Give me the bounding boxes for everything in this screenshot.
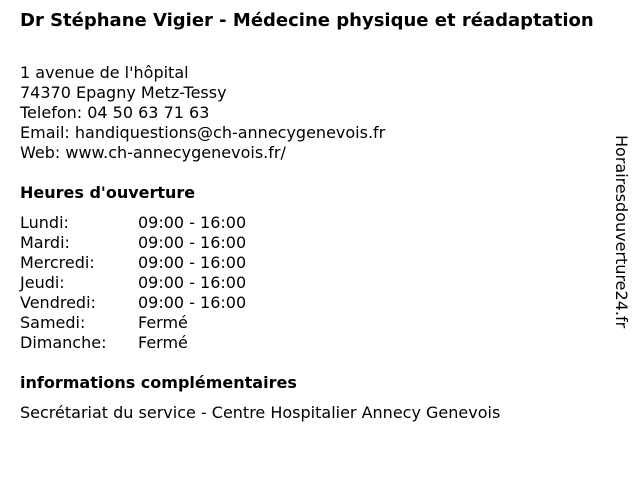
hours-value: 09:00 - 16:00: [138, 273, 247, 292]
additional-info-text: Secrétariat du service - Centre Hospitalier Annecy Genevois: [20, 403, 501, 422]
day-label: Mercredi:: [20, 253, 95, 272]
day-label: Lundi:: [20, 213, 69, 232]
additional-info-heading: informations complémentaires: [20, 373, 297, 392]
hours-value: 09:00 - 16:00: [138, 293, 247, 312]
hours-value: Fermé: [138, 333, 188, 352]
day-label: Vendredi:: [20, 293, 96, 312]
opening-hours-heading: Heures d'ouverture: [20, 183, 196, 202]
website-address: Web: www.ch-annecygenevois.fr/: [20, 143, 286, 162]
hours-value: 09:00 - 16:00: [138, 253, 247, 272]
phone-number: Telefon: 04 50 63 71 63: [20, 103, 210, 122]
hours-row-thursday: [20, 273, 246, 293]
hours-value: Fermé: [138, 313, 188, 332]
site-watermark: Horairesdouverture24.fr: [612, 135, 631, 329]
address-block: [20, 63, 385, 163]
city-postal-code: 74370 Epagny Metz-Tessy: [20, 83, 227, 102]
hours-row-monday: [20, 213, 246, 233]
hours-value: 09:00 - 16:00: [138, 213, 247, 232]
page-title: Dr Stéphane Vigier - Médecine physique et réadaptation: [20, 10, 594, 31]
hours-row-wednesday: [20, 253, 246, 273]
hours-row-sunday: [20, 333, 246, 353]
day-label: Mardi:: [20, 233, 70, 252]
email-address: Email: handiquestions@ch-annecygenevois.fr: [20, 123, 386, 142]
day-label: Samedi:: [20, 313, 86, 332]
day-label: Jeudi:: [20, 273, 65, 292]
hours-row-tuesday: [20, 233, 246, 253]
hours-value: 09:00 - 16:00: [138, 233, 247, 252]
hours-row-friday: [20, 293, 246, 313]
hours-row-saturday: [20, 313, 246, 333]
street-address: 1 avenue de l'hôpital: [20, 63, 189, 82]
day-label: Dimanche:: [20, 333, 107, 352]
opening-hours-table: [20, 213, 246, 353]
